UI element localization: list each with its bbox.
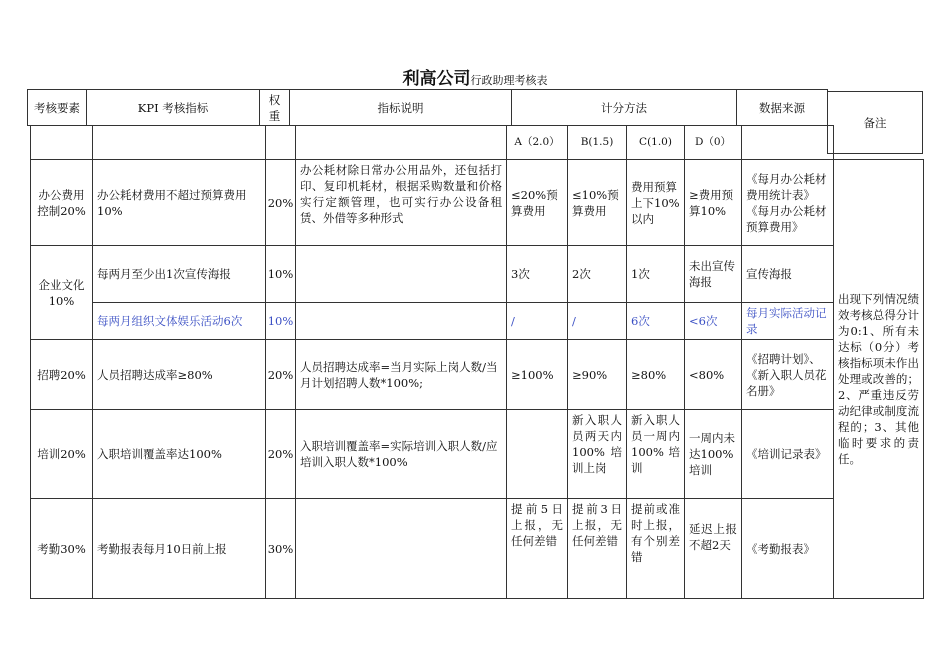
weight-cell: 20% <box>265 339 296 410</box>
description-cell <box>295 245 507 303</box>
score-c-cell: 提前或准时上报，有个别差错 <box>626 498 685 599</box>
grade-b: B(1.5) <box>567 125 627 160</box>
page-title <box>0 64 950 89</box>
grade-c: C(1.0) <box>626 125 685 160</box>
header-kpi: KPI 考核指标 <box>86 89 260 126</box>
score-b-cell: ≤10%预算费用 <box>567 159 627 246</box>
weight-cell: 10% <box>265 245 296 303</box>
subheader-blank <box>30 125 93 160</box>
remarks-cell: 出现下列情况绩效考核总得分计为0:1、所有未达标（0分）考核指标项未作出处理或改善的；2、严重违反劳动纪律或制度流程的；3、其他临时要求的责任。 <box>833 159 924 599</box>
score-c-cell: 新入职人员一周内100%培训 <box>626 409 685 499</box>
kpi-cell: 入职培训覆盖率达100% <box>92 409 266 499</box>
score-b-cell: ≥90% <box>567 339 627 410</box>
header-weight: 权重 <box>259 89 290 126</box>
weight-cell: 20% <box>265 159 296 246</box>
score-a-cell: / <box>506 302 568 340</box>
score-a-cell: 提前5日上报，无任何差错 <box>506 498 568 599</box>
score-c-cell: 1次 <box>626 245 685 303</box>
score-b-cell: 2次 <box>567 245 627 303</box>
company-name: 利高公司 <box>402 69 471 89</box>
score-d-cell: ≥费用预算10% <box>684 159 742 246</box>
header-remarks: 备注 <box>827 91 923 154</box>
score-b-cell: 新入职人员两天内100%培训上岗 <box>567 409 627 499</box>
kpi-cell: 办公耗材费用不超过预算费用10% <box>92 159 266 246</box>
description-cell: 入职培训覆盖率=实际培训入职人数/应培训入职人数*100% <box>295 409 507 499</box>
description-cell: 办公耗材除日常办公用品外，还包括打印、复印机耗材，根据采购数量和价格实行定额管理，也可实行办公设备租赁、外借等多种形式 <box>295 159 507 246</box>
score-d-cell: 一周内未达100%培训 <box>684 409 742 499</box>
factor-cell: 企业文化10% <box>30 245 93 340</box>
source-cell: 《每月办公耗材费用统计表》《每月办公耗材预算费用》 <box>741 159 834 246</box>
grade-a: A（2.0） <box>506 125 568 160</box>
score-d-cell: 延迟上报不超2天 <box>684 498 742 599</box>
score-d-cell: <80% <box>684 339 742 410</box>
source-cell: 《考勤报表》 <box>741 498 834 599</box>
grade-d: D（0） <box>684 125 742 160</box>
score-b-cell: 提前3日上报，无任何差错 <box>567 498 627 599</box>
factor-cell: 培训20% <box>30 409 93 499</box>
description-cell <box>295 302 507 340</box>
form-subtitle: 行政助理考核表 <box>470 74 548 87</box>
score-d-cell: 未出宣传海报 <box>684 245 742 303</box>
kpi-cell: 每两月至少出1次宣传海报 <box>92 245 266 303</box>
subheader-blank <box>741 125 834 160</box>
kpi-cell: 人员招聘达成率≥80% <box>92 339 266 410</box>
score-b-cell: / <box>567 302 627 340</box>
source-cell: 《招聘计划》、《新入职人员花名册》 <box>741 339 834 410</box>
score-d-cell: <6次 <box>684 302 742 340</box>
kpi-cell: 考勤报表每月10日前上报 <box>92 498 266 599</box>
score-a-cell: 3次 <box>506 245 568 303</box>
weight-cell: 20% <box>265 409 296 499</box>
header-description: 指标说明 <box>289 89 512 126</box>
header-source: 数据来源 <box>736 89 828 126</box>
kpi-cell: 每两月组织文体娱乐活动6次 <box>92 302 266 340</box>
description-cell <box>295 498 507 599</box>
score-c-cell: 费用预算上下10%以内 <box>626 159 685 246</box>
subheader-blank <box>265 125 296 160</box>
subheader-blank <box>295 125 507 160</box>
score-c-cell: ≥80% <box>626 339 685 410</box>
factor-cell: 考勤30% <box>30 498 93 599</box>
source-cell: 《培训记录表》 <box>741 409 834 499</box>
subheader-blank <box>92 125 266 160</box>
score-a-cell <box>506 409 568 499</box>
score-a-cell: ≥100% <box>506 339 568 410</box>
source-cell: 每月实际活动记录 <box>741 302 834 340</box>
score-a-cell: ≤20%预算费用 <box>506 159 568 246</box>
weight-cell: 10% <box>265 302 296 340</box>
weight-cell: 30% <box>265 498 296 599</box>
header-factor: 考核要素 <box>27 89 87 126</box>
score-c-cell: 6次 <box>626 302 685 340</box>
header-scoring: 计分方法 <box>511 89 737 126</box>
description-cell: 人员招聘达成率=当月实际上岗人数/当月计划招聘人数*100%; <box>295 339 507 410</box>
factor-cell: 招聘20% <box>30 339 93 410</box>
source-cell: 宣传海报 <box>741 245 834 303</box>
factor-cell: 办公费用控制20% <box>30 159 93 246</box>
